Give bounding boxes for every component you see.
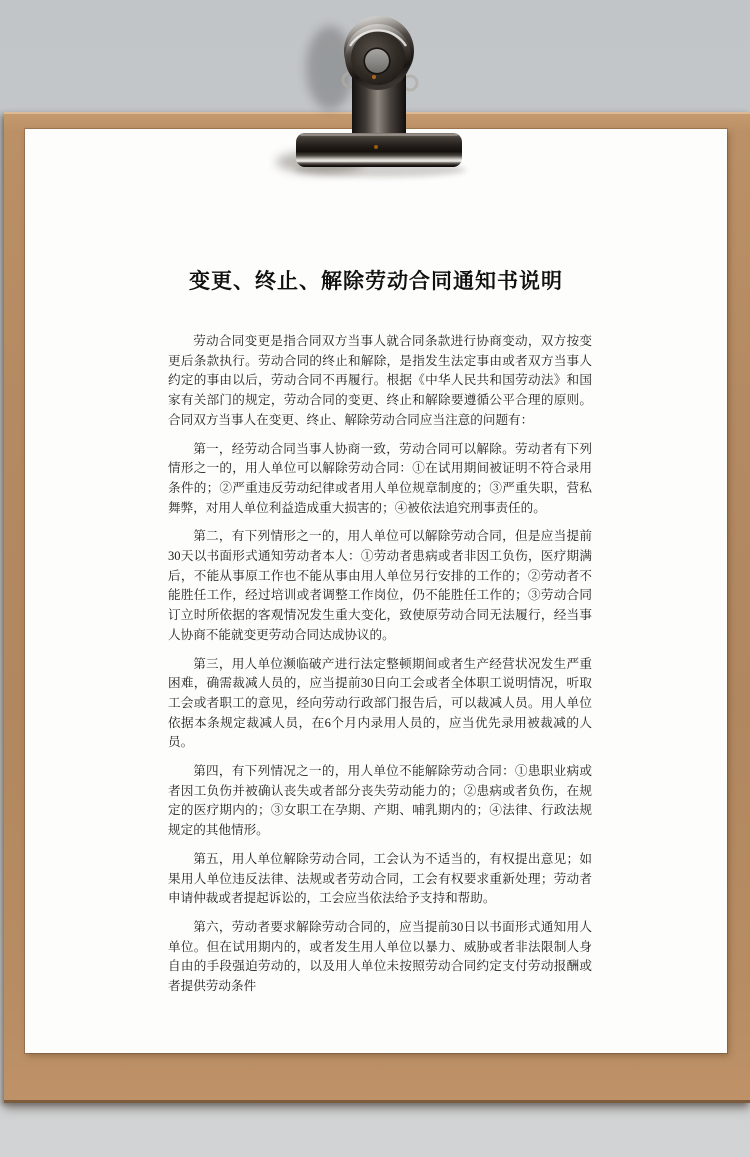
paragraph-clause-4: 第四，有下列情况之一的，用人单位不能解除劳动合同：①患职业病或者因工负伤并被确认丧失或者部分丧失劳动能力的；②患病或者负伤，在规定的医疗期内的；③女职工在孕期、产期、哺乳期内的；④法律、行政法规规定的其他情形。	[168, 764, 592, 838]
paragraph-intro: 劳动合同变更是指合同双方当事人就合同条款进行协商变动，双方按变更后条款执行。劳动合同的终止和解除，是指发生法定事由或者双方当事人约定的事由以后，劳动合同不再履行。根据《中华人民共和国劳动法》和国家有关部门的规定，劳动合同的变更、终止和解除要遵循公平合理的原则。合同双方当事人在变更、终止、解除劳动合同应当注意的问题有：	[168, 334, 592, 427]
paragraph-clause-6: 第六，劳动者要求解除劳动合同的，应当提前30日以书面形式通知用人单位。但在试用期内的，或者发生用人单位以暴力、威胁或者非法限制人身自由的手段强迫劳动的，以及用人单位未按照劳动合同约定支付劳动报酬或者提供劳动条件	[168, 919, 592, 994]
document-title: 变更、终止、解除劳动合同通知书说明	[189, 269, 563, 293]
paragraph-clause-2: 第二，有下列情形之一的，用人单位可以解除劳动合同，但是应当提前30天以书面形式通知劳动者本人：①劳动者患病或者非因工负伤，医疗期满后，不能从事原工作也不能从事由用人单位另行安排的工作的；②劳动者不能胜任工作，经过培训或者调整工作岗位，仍不能胜任工作的；③劳动合同订立时所依据的客观情况发生重大变化，致使原劳动合同无法履行，经当事人协商不能就变更劳动合同达成协议的。	[168, 529, 592, 642]
paragraph-clause-5: 第五，用人单位解除劳动合同，工会认为不适当的，有权提出意见；如果用人单位违反法律、法规或者劳动合同，工会有权要求重新处理；劳动者申请仲裁或者提起诉讼的，工会应当依法给予支持和帮助。	[168, 851, 592, 906]
paragraph-clause-1: 第一，经劳动合同当事人协商一致，劳动合同可以解除。劳动者有下列情形之一的，用人单位可以解除劳动合同：①在试用期间被证明不符合录用条件的；②严重违反劳动纪律或者用人单位规章制度的；③严重失职，营私舞弊，对用人单位利益造成重大损害的；④被依法追究刑事责任的。	[168, 441, 592, 515]
paragraph-clause-3: 第三，用人单位濒临破产进行法定整顿期间或者生产经营状况发生严重困难，确需裁减人员的，应当提前30日向工会或者全体职工说明情况，听取工会或者职工的意见，经向劳动行政部门报告后，可以裁减人员。用人单位依据本条规定裁减人员，在6个月内录用人员的，应当优先录用被裁减的人员。	[168, 656, 592, 750]
document-body	[168, 332, 592, 997]
binder-clip-icon	[268, 10, 492, 192]
clip-bar	[296, 133, 462, 167]
document-paper	[25, 129, 727, 1053]
